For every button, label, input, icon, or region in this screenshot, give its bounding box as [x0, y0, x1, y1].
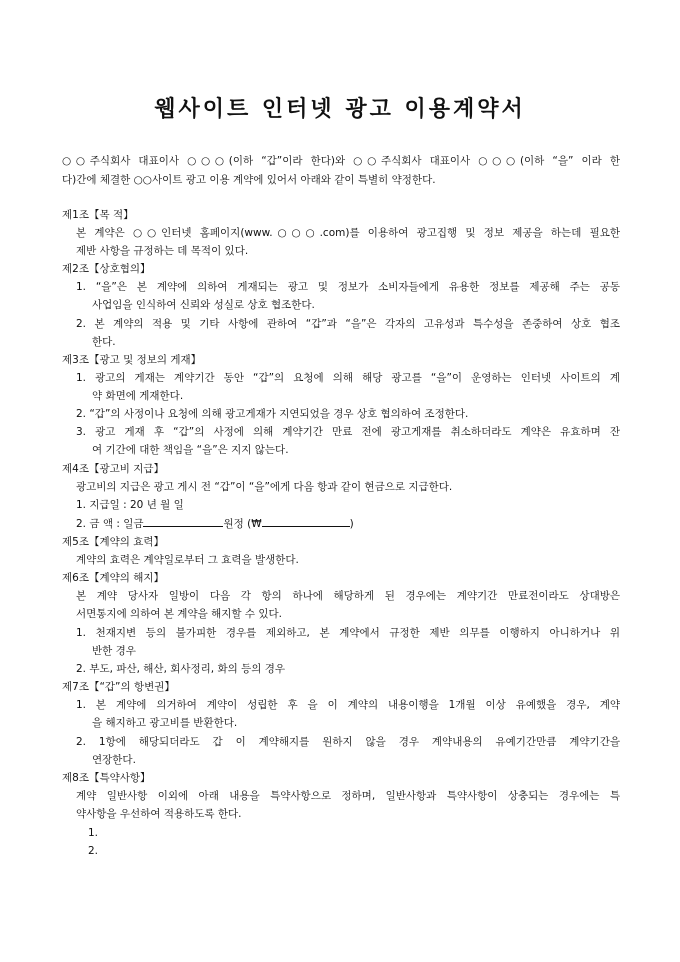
article-3-item-2-line-1: 2. “갑”의 사정이나 요청에 의해 광고게재가 지연되었을 경우 상호 협의하여 조정한다.	[76, 408, 469, 420]
article-7-heading: 제7조【“갑”의 항변권】	[62, 681, 175, 693]
article-3-item-1-line-2: 약 화면에 게재한다.	[92, 390, 184, 402]
article-2-item-2-line-1: 2. 본 계약의 적용 및 기타 사항에 관하여 “갑”과 “을”은 각자의 고유성과 특수성을 존중하여 상호 협조	[76, 318, 620, 330]
article-6-heading: 제6조【계약의 해지】	[62, 572, 165, 584]
article-1-line-2: 제반 사항을 규정하는 데 목적이 있다.	[76, 245, 249, 257]
amount-label: 2. 금 액 : 일금	[76, 518, 144, 530]
article-6-item-1-line-2: 반한 경우	[92, 645, 136, 657]
article-7-item-2-line-1: 2. 1항에 해당되더라도 갑 이 계약해지를 원하지 않을 경우 계약내용의 유예기간만큼 계약기간을	[76, 736, 620, 748]
article-1-line-1: 본 계약은 ○○인터넷 홈페이지(www.○○○.com)를 이용하여 광고집행 및 정보 제공을 하는데 필요한	[76, 227, 620, 239]
article-6-line-1: 본 계약 당사자 일방이 다음 각 항의 하나에 해당하게 된 경우에는 계약기간 만료전이라도 상대방은	[76, 590, 620, 602]
article-7-item-2-line-2: 연장한다.	[92, 754, 136, 766]
article-4-heading: 제4조【광고비 지급】	[62, 463, 165, 475]
article-8-item-2: 2.	[88, 845, 99, 857]
article-3-item-1-line-1: 1. 광고의 게재는 계약기간 동안 “갑”의 요청에 의해 해당 광고를 “을”이 운영하는 인터넷 사이트의 계	[76, 372, 620, 384]
article-4-item-2	[76, 516, 354, 531]
article-5-heading: 제5조【계약의 효력】	[62, 536, 165, 548]
article-2-item-1-line-2: 사업임을 인식하여 신뢰와 성실로 상호 협조한다.	[92, 299, 315, 311]
amount-korean-blank[interactable]	[143, 516, 223, 527]
article-3-heading: 제3조【광고 및 정보의 게재】	[62, 354, 202, 366]
article-2-item-2-line-2: 한다.	[92, 336, 116, 348]
article-4-line: 광고비의 지급은 광고 게시 전 “갑”이 “을”에게 다음 항과 같이 현금으로 지급한다.	[76, 481, 453, 493]
article-3-item-3-line-1: 3. 광고 게재 후 “갑”의 사정에 의해 계약기간 만료 전에 광고게재를 취소하더라도 계약은 유효하며 잔	[76, 426, 620, 438]
article-4-item-1: 1. 지급일 : 20 년 월 일	[76, 499, 184, 511]
article-7-item-1-line-2: 을 해지하고 광고비를 반환한다.	[92, 717, 238, 729]
article-8-line-2: 약사항을 우선하여 적용하도록 한다.	[76, 808, 242, 820]
amount-close-paren: )	[349, 518, 354, 530]
article-3-item-3-line-2: 여 기간에 대한 책임을 “을”은 지지 않는다.	[92, 444, 289, 456]
intro-line-2: 다)간에 체결한 ○○사이트 광고 이용 계약에 있어서 아래와 같이 특별히 약정한다.	[62, 174, 436, 186]
article-8-line-1: 계약 일반사항 이외에 아래 내용을 특약사항으로 정하며, 일반사항과 특약사항이 상충되는 경우에는 특	[76, 790, 620, 802]
article-1-heading: 제1조【목 적】	[62, 209, 134, 221]
article-5-line: 계약의 효력은 계약일로부터 그 효력을 발생한다.	[76, 554, 299, 566]
amount-won-label: 원정 (₩	[223, 518, 262, 530]
article-8-heading: 제8조【특약사항】	[62, 772, 151, 784]
article-2-item-1-line-1: 1. “을”은 본 계약에 의하여 게재되는 광고 및 정보가 소비자들에게 유용한 정보를 제공해 주는 공동	[76, 281, 620, 293]
amount-numeric-blank[interactable]	[262, 516, 350, 527]
article-6-item-1-line-1: 1. 천재지변 등의 불가피한 경우를 제외하고, 본 계약에서 규정한 제반 의무를 이행하지 아니하거나 위	[76, 627, 620, 639]
article-2-heading: 제2조【상호협의】	[62, 263, 151, 275]
article-8-item-1: 1.	[88, 827, 99, 839]
intro-line-1: ○○주식회사 대표이사 ○○○(이하 “갑”이라 한다)와 ○○주식회사 대표이사 ○○○(이하 “을” 이라 한	[62, 155, 620, 167]
article-7-item-1-line-1: 1. 본 계약에 의거하여 계약이 성립한 후 을 이 계약의 내용이행을 1개월 이상 유예했을 경우, 계약	[76, 699, 620, 711]
article-6-item-2-line-1: 2. 부도, 파산, 해산, 회사정리, 화의 등의 경우	[76, 663, 286, 675]
document-title: 웹사이트 인터넷 광고 이용계약서	[154, 97, 526, 122]
article-6-line-2: 서면통지에 의하여 본 계약을 해지할 수 있다.	[76, 608, 282, 620]
